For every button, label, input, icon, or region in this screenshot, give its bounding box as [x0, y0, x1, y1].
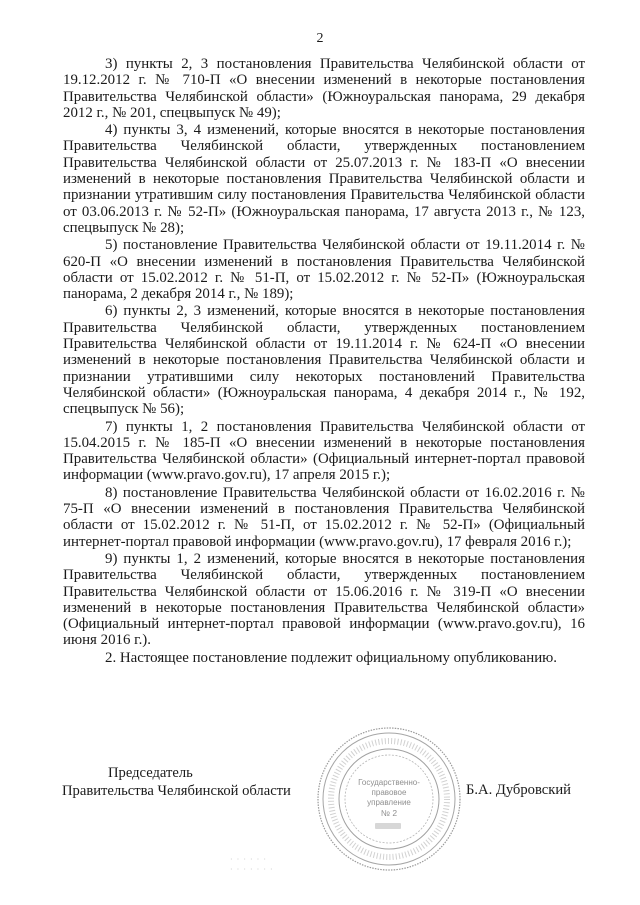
seal-text-line: управление [367, 798, 411, 807]
list-item: 4) пункты 3, 4 изменений, которые вносятся в некоторые постановления Правительства Челябинской области, утвержденных постановлением Правительства Челябинской области от 25.07.2013 г. № 183-П «О внесении изменений в некоторые постановления Правительства Челябинской области и признании утратившим силу постановления Правительства Челябинской области от 03.06.2013 г. № 52-П» (Южноуральская панорама, 17 августа 2013 г., № 123, спецвыпуск № 28); [63, 122, 585, 236]
list-item: 7) пункты 1, 2 постановления Правительства Челябинской области от 15.04.2015 г. № 185-П «О внесении изменений в некоторые постановления Правительства Челябинской области» (Официальный интернет-портал правовой информации (www.pravo.gov.ru), 17 апреля 2015 г.); [63, 418, 585, 484]
list-item: 3) пункты 2, 3 постановления Правительства Челябинской области от 19.12.2012 г. № 710-П «О внесении изменений в некоторые постановления Правительства Челябинской области» (Южноуральская панорама, 29 декабря 2012 г., № 201, спецвыпуск № 49); [63, 56, 585, 121]
faint-scan-marks: · · · · · · · · · · · · · [230, 855, 274, 874]
seal-text-line: Государственно- [358, 778, 420, 787]
signatory-title [62, 764, 302, 800]
list-item: 6) пункты 2, 3 изменений, которые вносятся в некоторые постановления Правительства Челябинской области, утвержденных постановлением Правительства Челябинской области от 19.11.2014 г. № 624-П «О внесении изменений в некоторые постановления Правительства Челябинской области и признании утратившими силу некоторых постановлений Правительства Челябинской области» (Южноуральская панорама, 4 декабря 2014 г., № 192, спецвыпуск № 56); [63, 303, 585, 418]
seal-text-line: № 2 [380, 808, 398, 818]
signatory-title-line1: Председатель [108, 765, 193, 781]
list-item: 9) пункты 1, 2 изменений, которые вносятся в некоторые постановления Правительства Челябинской области, утвержденных постановлением Правительства Челябинской области от 15.06.2016 г. № 319-П «О внесении изменений в некоторые постановления Правительства Челябинской области» (Официальный интернет-портал правовой информации (www.pravo.gov.ru), 16 июня 2016 г.). [63, 550, 585, 649]
signatory-name: Б.А. Дубровский [466, 782, 571, 798]
publication-clause: 2. Настоящее постановление подлежит официальному опубликованию. [105, 649, 558, 666]
official-seal-icon [313, 725, 465, 873]
seal-text-line: правовое [371, 788, 407, 797]
list-item: 8) постановление Правительства Челябинской области от 16.02.2016 г. № 75-П «О внесении изменений в постановления Правительства Челябинской области от 15.02.2012 г. № 51-П, от 15.02.2012 г. № 52-П» (Официальный интернет-портал правовой информации (www.pravo.gov.ru), 17 февраля 2016 г.); [63, 484, 585, 550]
list-item: 5) постановление Правительства Челябинской области от 19.11.2014 г. № 620-П «О внесении изменений в постановления Правительства Челябинской области от 15.02.2012 г. № 51-П, от 15.02.2012 г. № 52-П» (Южноуральская панорама, 2 декабря 2014 г., № 189); [63, 237, 585, 303]
signatory-title-line2: Правительства Челябинской области [62, 783, 291, 799]
document-body [63, 56, 585, 667]
page-number: 2 [316, 31, 324, 46]
